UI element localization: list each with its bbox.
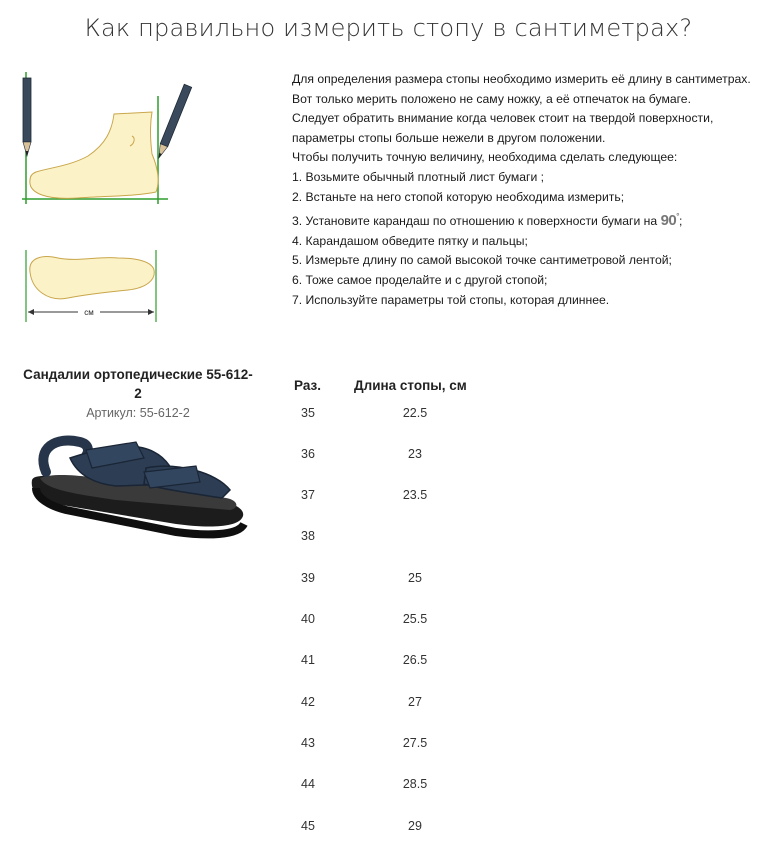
step-text: 3. Установите карандаш по отношению к поверхности бумаги на xyxy=(292,214,658,229)
table-row: 35 22.5 xyxy=(301,406,428,420)
instructions-block xyxy=(292,70,764,310)
instructions-paragraph: Для определения размера стопы необходимо измерить её длину в сантиметрах. Вот только мерить положено не саму ножку, а её отпечаток на бумаге. xyxy=(292,72,751,106)
product-sku: Артикул: 55-612-2 xyxy=(86,406,190,420)
step-item: 6. Тоже самое проделайте и с другой стопой; xyxy=(292,272,548,287)
table-row: 37 23.5 xyxy=(301,488,428,502)
step-item: 4. Карандашом обведите пятку и пальцы; xyxy=(292,233,528,248)
instructions-paragraph: Следует обратить внимание когда человек стоит на твердой поверхности, параметры стопы больше нежели в другом положении. xyxy=(292,111,714,145)
table-row: 42 27 xyxy=(301,695,422,709)
foot-sole-shape xyxy=(30,257,154,299)
length-header: Длина стопы, см xyxy=(354,378,467,393)
step-item: 5. Измерьте длину по самой высокой точке сантиметровой лентой; xyxy=(292,253,672,268)
foot-side-shape xyxy=(30,112,158,198)
table-row: 44 28.5 xyxy=(301,777,428,791)
table-row: 38 xyxy=(301,529,315,543)
step-item: 2. Встаньте на него стопой которую необходима измерить; xyxy=(292,189,625,204)
step-item: 1. Возьмите обычный плотный лист бумаги ; xyxy=(292,169,545,184)
foot-side-illustration xyxy=(18,72,194,208)
table-row: 41 26.5 xyxy=(301,653,428,667)
table-row: 36 23 xyxy=(301,447,422,461)
table-row: 40 25.5 xyxy=(301,612,428,626)
step-item: 7. Используйте параметры той стопы, которая длиннее. xyxy=(292,292,610,307)
pencil-right-icon xyxy=(155,84,192,159)
size-header: Раз. xyxy=(294,378,321,393)
instructions-steps xyxy=(292,168,764,310)
product-image[interactable] xyxy=(26,428,248,552)
page-title: Как правильно измерить стопу в сантиметрах? xyxy=(84,14,693,42)
step-item: 3. Установите карандаш по отношению к поверхности бумаги на 90°; xyxy=(292,212,683,230)
angle-badge: 90° xyxy=(660,212,679,230)
foot-sole-illustration xyxy=(18,244,168,324)
product-name[interactable]: Сандалии ортопедические 55-612-2 xyxy=(23,367,253,401)
table-row: 43 27.5 xyxy=(301,736,428,750)
table-row: 39 25 xyxy=(301,571,422,585)
sole-label: см xyxy=(84,308,94,317)
pencil-left-icon xyxy=(23,78,31,156)
instructions-paragraph: Чтобы получить точную величину, необходима сделать следующее: xyxy=(292,150,678,165)
table-row: 45 29 xyxy=(301,819,422,833)
